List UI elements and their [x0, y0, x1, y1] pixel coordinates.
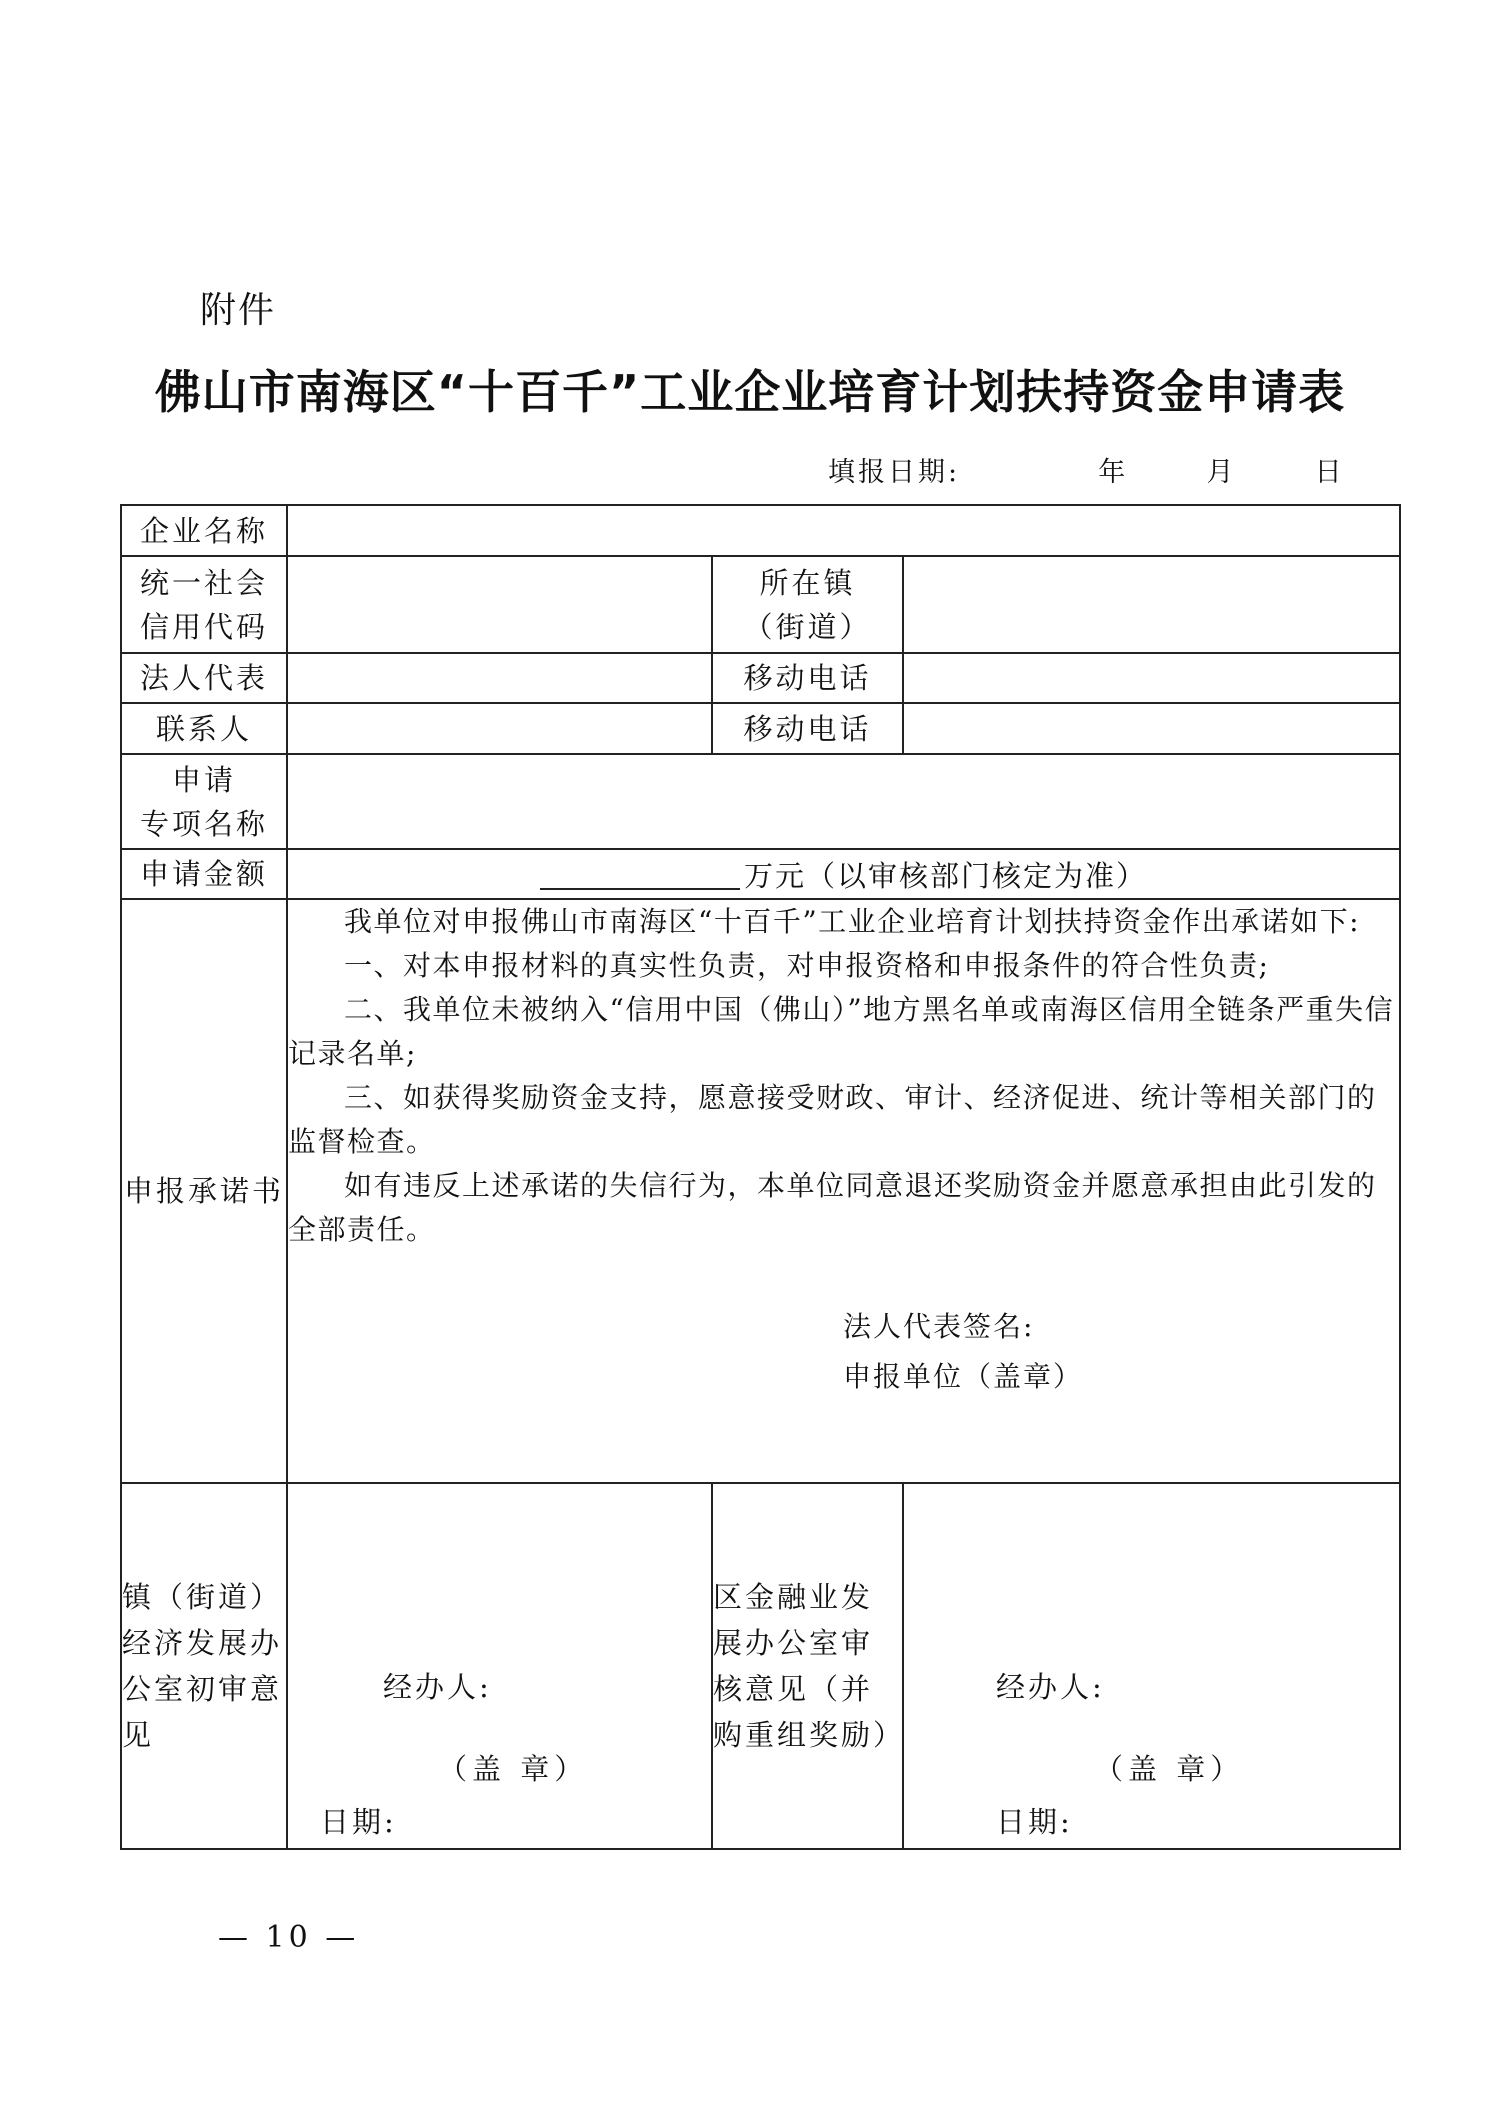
town-label-line2: （街道） [743, 609, 872, 644]
contact-mobile-field[interactable] [903, 703, 1400, 754]
fill-date-line [828, 450, 1345, 489]
commitment-paragraph-2: 二、我单位未被纳入“信用中国（佛山）”地方黑名单或南海区信用全链条严重失信记录名单; [288, 993, 1395, 1070]
contact-label: 联系人 [121, 703, 287, 754]
legal-rep-mobile-field[interactable] [903, 653, 1400, 703]
credit-code-field[interactable] [287, 556, 712, 653]
fill-date-month: 月 [1206, 457, 1237, 488]
commitment-paragraph-3: 三、如获得奖励资金支持，愿意接受财政、审计、经济促进、统计等相关部门的监督检查。 [288, 1081, 1377, 1158]
town-field[interactable] [903, 556, 1400, 653]
contact-field[interactable] [287, 703, 712, 754]
row-commitment [121, 899, 1400, 1483]
commitment-content [287, 899, 1400, 1483]
fill-date-day: 日 [1314, 457, 1345, 488]
town-review-stamp-label: （盖 章） [438, 1752, 589, 1786]
amount-cell [287, 849, 1400, 899]
attachment-label: 附件 [200, 290, 277, 331]
district-review-handler-label: 经办人: [996, 1670, 1105, 1704]
district-review-cell[interactable] [903, 1483, 1400, 1849]
district-review-stamp-label: （盖 章） [1094, 1752, 1245, 1786]
district-review-block [904, 1485, 1399, 1847]
row-amount [121, 849, 1400, 899]
amount-unit-text: 万元（以审核部门核定为准） [744, 858, 1148, 893]
project-name-label-line2: 专项名称 [139, 806, 268, 841]
row-legal-rep [121, 653, 1400, 703]
row-review [121, 1483, 1400, 1849]
town-label-line1: 所在镇 [759, 565, 856, 600]
row-project-name [121, 754, 1400, 849]
row-contact [121, 703, 1400, 754]
project-name-label [121, 754, 287, 849]
town-review-handler-label: 经办人: [383, 1670, 492, 1704]
applicant-seal-label: 申报单位（盖章） [843, 1360, 1084, 1393]
fill-date-year: 年 [1098, 457, 1129, 488]
town-review-date-label: 日期: [320, 1805, 397, 1839]
legal-rep-mobile-label: 移动电话 [712, 653, 903, 703]
commitment-paragraph-4: 如有违反上述承诺的失信行为，本单位同意退还奖励资金并愿意承担由此引发的全部责任。 [288, 1169, 1377, 1246]
amount-input-line[interactable] [540, 858, 740, 890]
district-review-date-label: 日期: [996, 1805, 1073, 1839]
page-number: — 10 — [218, 1920, 360, 1955]
legal-rep-label: 法人代表 [121, 653, 287, 703]
contact-mobile-label: 移动电话 [712, 703, 903, 754]
company-name-field[interactable] [287, 505, 1400, 556]
town-label [712, 556, 903, 653]
legal-rep-field[interactable] [287, 653, 712, 703]
commitment-signature-block [288, 1302, 1399, 1402]
company-name-label: 企业名称 [121, 505, 287, 556]
project-name-field[interactable] [287, 754, 1400, 849]
document-title: 佛山市南海区“十百千”工业企业培育计划扶持资金申请表 [154, 365, 1346, 419]
town-review-label: 镇（街道）经济发展办公室初审意见 [121, 1483, 287, 1849]
project-name-label-line1: 申请 [171, 762, 236, 797]
commitment-paragraph-intro: 我单位对申报佛山市南海区“十百千”工业企业培育计划扶持资金作出承诺如下: [344, 905, 1361, 938]
commitment-paragraph-1: 一、对本申报材料的真实性负责，对申报资格和申报条件的符合性负责; [344, 949, 1270, 982]
row-credit-code [121, 556, 1400, 653]
town-review-cell[interactable] [287, 1483, 712, 1849]
town-review-block [288, 1485, 711, 1847]
commitment-label: 申报承诺书 [121, 899, 287, 1483]
credit-code-label-line2: 信用代码 [139, 609, 268, 644]
row-company-name [121, 505, 1400, 556]
application-form-table [120, 504, 1401, 1850]
credit-code-label-line1: 统一社会 [139, 565, 268, 600]
amount-label: 申请金额 [121, 849, 287, 899]
credit-code-label [121, 556, 287, 653]
district-review-label: 区金融业发展办公室审核意见（并购重组奖励） [712, 1483, 903, 1849]
legal-rep-signature-label: 法人代表签名: [843, 1310, 1035, 1343]
fill-date-label: 填报日期: [828, 457, 961, 488]
